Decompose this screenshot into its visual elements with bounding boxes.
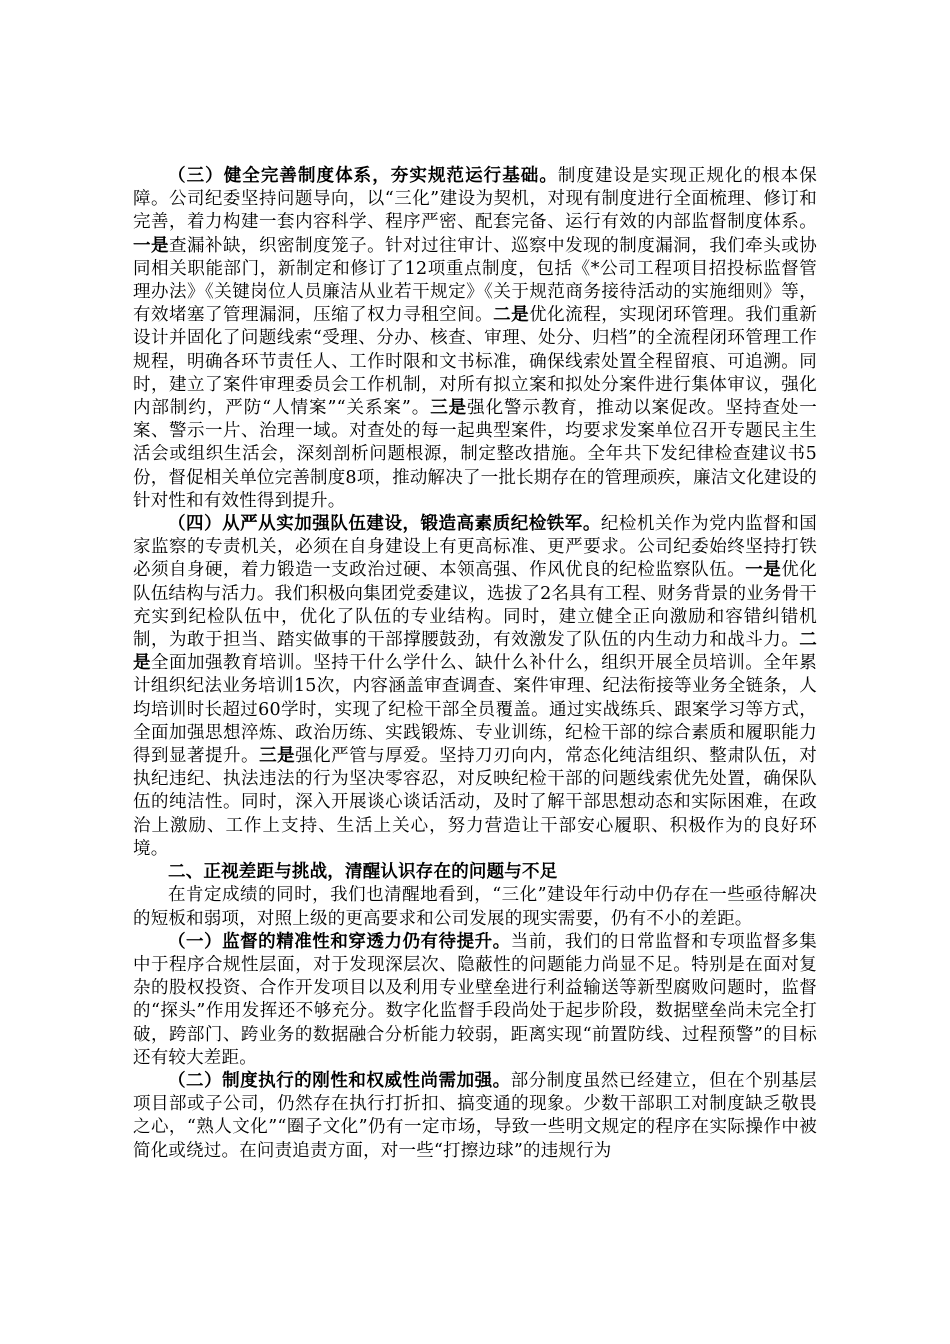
bold-text-run: 一是 [133,235,170,256]
bold-text-run: （一）监督的精准性和穿透力仍有待提升。 [168,931,511,952]
text-run: 在肯定成绩的同时，我们也清醒地看到，“三化”建设年行动中仍存在一些亟待解决的短板和弱项，对照上级的更高要求和公司发展的现实需要，仍有不小的差距。 [133,885,817,929]
bold-text-run: 三是 [259,746,296,767]
paragraph-issue-2 [133,1070,817,1163]
document-page [133,165,817,1163]
bold-text-run: 三是 [430,398,468,419]
part-two-heading [133,861,817,884]
bold-text-run: 二是 [133,630,817,674]
text-run: 强化警示教育，推动以案促改。坚持查处一案、警示一片、治理一域。对查处的每一起典型案件，均要求发案单位召开专题民主生活会或组织生活会，深刻剖析问题根源，制定整改措施。全年共下发纪律检查建议书5份，督促相关单位完善制度8项，推动解决了一批长期存在的管理顽疾，廉洁文化建设的针对性和有效性得到提升。 [133,398,817,511]
bold-text-run: 二是 [493,305,530,326]
text-run: 制度建设是实现正规化的根本保障。公司纪委坚持问题导向，以“三化”建设为契机，对现有制度进行全面梳理、修订和完善，着力构建一套内容科学、程序严密、配套完备、运行有效的内部监督制度体系。 [133,166,817,233]
paragraph-issue-1 [133,931,817,1070]
text-run: 优化流程，实现闭环管理。我们重新设计并固化了问题线索“受理、分办、核查、审理、处分、归档”的全流程闭环管理工作规程，明确各环节责任人、工作时限和文书标准，确保线索处置全程留痕、可追溯。同时，建立了案件审理委员会工作机制，对所有拟立案和拟处分案件进行集体审议，强化内部制约，严防“人情案”“关系案”。 [133,305,817,419]
text-run: 二、正视差距与挑战，清醒认识存在的问题与不足 [168,862,558,883]
paragraph-section-4 [133,513,817,861]
paragraph-section-3 [133,165,817,513]
bold-text-run: 一是 [745,560,782,581]
bold-text-run: （三）健全完善制度体系，夯实规范运行基础。 [168,166,558,186]
bold-text-run: （二）制度执行的刚性和权威性尚需加强。 [168,1070,511,1091]
text-run: 当前，我们的日常监督和专项监督多集中于程序合规性层面，对于发现深层次、隐蔽性的问题能力尚显不足。特别是在面对复杂的股权投资、合作开发项目以及利用专业壁垒进行利益输送等新型腐败问题时，监督的“探头”作用发挥还不够充分。数字化监督手段尚处于起步阶段，数据壁垒尚未完全打破，跨部门、跨业务的数据融合分析能力较弱，距离实现“前置防线、过程预警”的目标还有较大差距。 [133,931,817,1068]
bold-text-run: （四）从严从实加强队伍建设，锻造高素质纪检铁军。 [168,514,601,535]
text-run: 全面加强教育培训。坚持干什么学什么、缺什么补什么，组织开展全员培训。全年累计组织纪法业务培训15次，内容涵盖审查调查、案件审理、纪法衔接等业务全链条，人均培训时长超过60学时，实现了纪检干部全员覆盖。通过实战练兵、跟案学习等方式，全面加强思想淬炼、政治历练、实践锻炼、专业训练，纪检干部的综合素质和履职能力得到显著提升。 [133,653,817,767]
text-run: 纪检机关作为党内监督和国家监察的专责机关，必须在自身建设上有更高标准、更严要求。公司纪委始终坚持打铁必须自身硬，着力锻造一支政治过硬、本领高强、作风优良的纪检监察队伍。 [133,514,817,581]
paragraph-part-two-intro [133,884,817,930]
text-run: 部分制度虽然已经建立，但在个别基层项目部或子公司，仍然存在执行打折扣、搞变通的现象。少数干部职工对制度缺乏敬畏之心，“熟人文化”“圈子文化”仍有一定市场，导致一些明文规定的程序在实际操作中被简化或绕过。在问责追责方面，对一些“打擦边球”的违规行为 [133,1070,817,1161]
text-run: 优化队伍结构与活力。我们积极向集团党委建议，选拔了2名具有工程、财务背景的业务骨干充实到纪检队伍中，优化了队伍的专业结构。同时，建立健全正向激励和容错纠错机制，为敢于担当、踏实做事的干部撑腰鼓劲，有效激发了队伍的内生动力和战斗力。 [133,560,817,651]
text-run: 强化严管与厚爱。坚持刀刃向内，常态化纯洁组织、整肃队伍，对执纪违纪、执法违法的行为坚决零容忍，对反映纪检干部的问题线索优先处置，确保队伍的纯洁性。同时，深入开展谈心谈话活动，及时了解干部思想动态和实际困难，在政治上激励、工作上支持、生活上关心，努力营造让干部安心履职、积极作为的良好环境。 [133,746,817,859]
text-run: 查漏补缺，织密制度笼子。针对过往审计、巡察中发现的制度漏洞，我们牵头或协同相关职能部门，新制定和修订了12项重点制度，包括《*公司工程项目招投标监督管理办法》《关键岗位人员廉洁从业若干规定》《关于规范商务接待活动的实施细则》等，有效堵塞了管理漏洞，压缩了权力寻租空间。 [133,235,817,326]
